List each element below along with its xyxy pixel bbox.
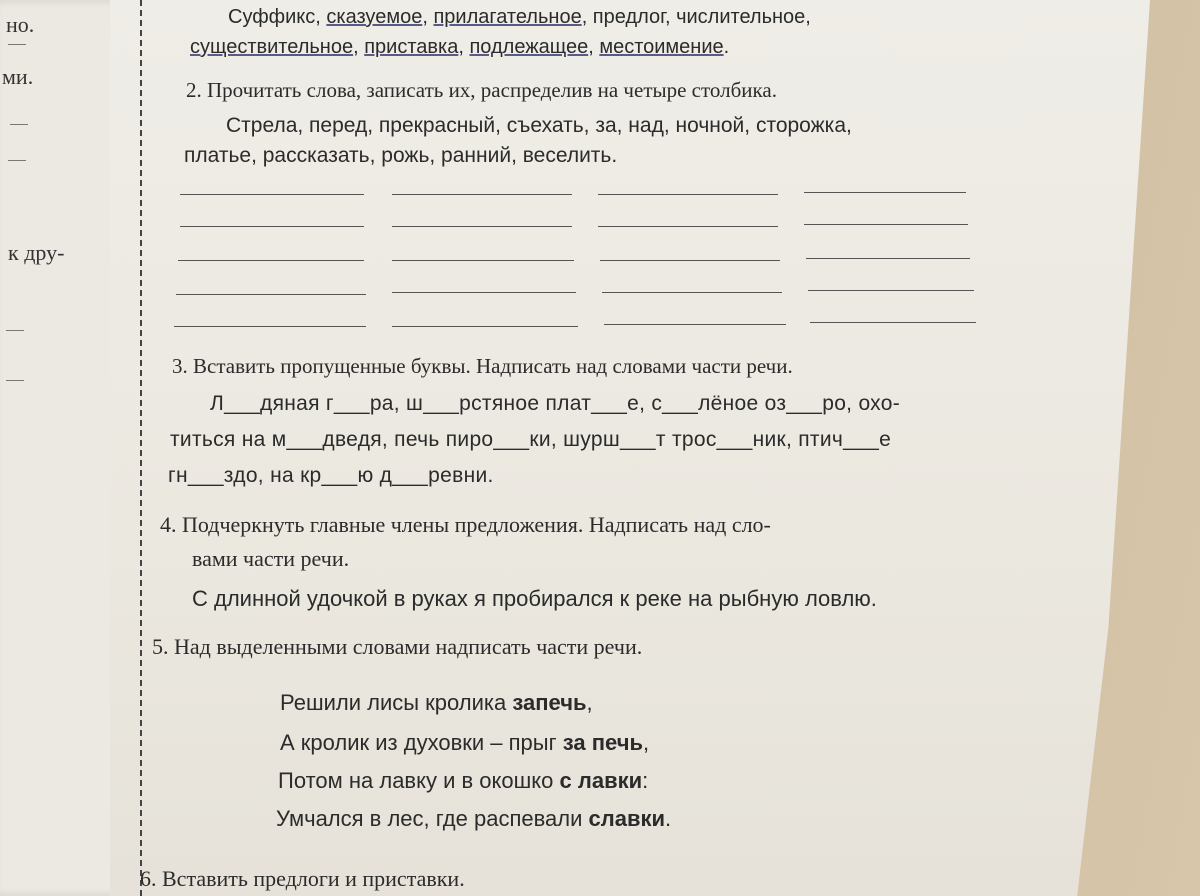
ex4-title-line-1: 4. Подчеркнуть главные члены предложения. Надписать над сло- (160, 512, 771, 537)
left-page-dash (8, 44, 26, 45)
answer-line[interactable] (392, 226, 572, 227)
word: , (458, 36, 470, 58)
answer-line[interactable] (804, 224, 968, 225)
left-page-dash (6, 380, 24, 381)
ex4-title-line-2: вами части речи. (192, 546, 350, 571)
poem-highlight: запечь (512, 690, 587, 715)
left-page (0, 0, 128, 896)
poem-punct: : (642, 768, 649, 793)
left-page-dash (6, 330, 24, 331)
ex1-line-2 (190, 36, 729, 59)
answer-line[interactable] (392, 194, 572, 195)
ex5-poem-line-4 (276, 806, 671, 832)
word-underlined: прилагательное (433, 6, 582, 28)
word: Суффикс, (228, 6, 327, 28)
ex5-poem-line-3 (278, 768, 648, 794)
poem-highlight: за печь (562, 730, 643, 755)
word-underlined: подлежащее (469, 36, 589, 58)
ex2-title: 2. Прочитать слова, записать их, распределив на четыре столбика. (186, 78, 777, 102)
left-page-dash (8, 160, 26, 161)
poem-text: Умчался в лес, где распевали (276, 806, 589, 831)
word: , предлог, числительное, (581, 6, 811, 28)
word-underlined: сказуемое (326, 6, 423, 28)
ex3-text-line-1: Л___дяная г___ра, ш___рстяное плат___е, с___лёное оз___ро, охо- (210, 392, 901, 415)
ex5-title: 5. Над выделенными словами надписать части речи. (152, 634, 643, 659)
word-underlined: местоимение (599, 36, 724, 58)
poem-text: А кролик из духовки – прыг (280, 730, 563, 755)
answer-line[interactable] (176, 294, 366, 295)
answer-line[interactable] (392, 326, 578, 327)
word-underlined: приставка (364, 36, 459, 58)
poem-punct: . (665, 806, 672, 831)
answer-line[interactable] (392, 292, 576, 293)
answer-line[interactable] (810, 322, 976, 323)
answer-line[interactable] (804, 192, 966, 193)
ex2-words-line-2: платье, рассказать, рожь, ранний, веселить. (184, 144, 618, 167)
answer-line[interactable] (598, 226, 778, 227)
answer-line[interactable] (392, 260, 574, 261)
ex6-title: 6. Вставить предлоги и приставки. (140, 866, 465, 891)
answer-line[interactable] (180, 226, 364, 227)
cut-line (140, 0, 142, 896)
answer-line[interactable] (604, 324, 786, 325)
ex5-poem-line-2 (280, 730, 649, 756)
word: , (422, 6, 434, 28)
left-page-fragment-2: ми. (2, 64, 34, 89)
word: . (723, 36, 730, 58)
poem-highlight: славки (588, 806, 666, 831)
poem-punct: , (643, 730, 650, 755)
ex3-text-line-3: гн___здо, на кр___ю д___ревни. (168, 464, 494, 487)
ex2-words-line-1: Стрела, перед, прекрасный, съехать, за, над, ночной, сторожка, (226, 114, 852, 137)
word: , (353, 36, 365, 58)
poem-text: Решили лисы кролика (280, 690, 513, 715)
answer-line[interactable] (806, 258, 970, 259)
ex3-text-line-2: титься на м___дведя, печь пиро___ки, шурш___т трос___ник, птич___е (170, 428, 892, 451)
answer-line[interactable] (180, 194, 364, 195)
word: , (588, 36, 600, 58)
ex1-line-1 (228, 6, 811, 29)
answer-line[interactable] (808, 290, 974, 291)
answer-line[interactable] (178, 260, 364, 261)
answer-line[interactable] (174, 326, 366, 327)
ex5-poem-line-1 (280, 690, 593, 716)
left-page-fragment-1: но. (6, 12, 35, 37)
ex3-title: 3. Вставить пропущенные буквы. Надписать над словами части речи. (172, 354, 793, 378)
poem-text: Потом на лавку и в окошко (278, 768, 560, 793)
answer-line[interactable] (600, 260, 780, 261)
poem-punct: , (586, 690, 593, 715)
word-underlined: существительное (190, 36, 354, 58)
poem-highlight: с лавки (559, 768, 643, 793)
answer-line[interactable] (602, 292, 782, 293)
ex4-sentence: С длинной удочкой в руках я пробирался к реке на рыбную ловлю. (192, 586, 877, 611)
left-page-fragment-3: к дру- (8, 240, 65, 265)
left-page-dash (10, 124, 28, 125)
answer-line[interactable] (598, 194, 778, 195)
